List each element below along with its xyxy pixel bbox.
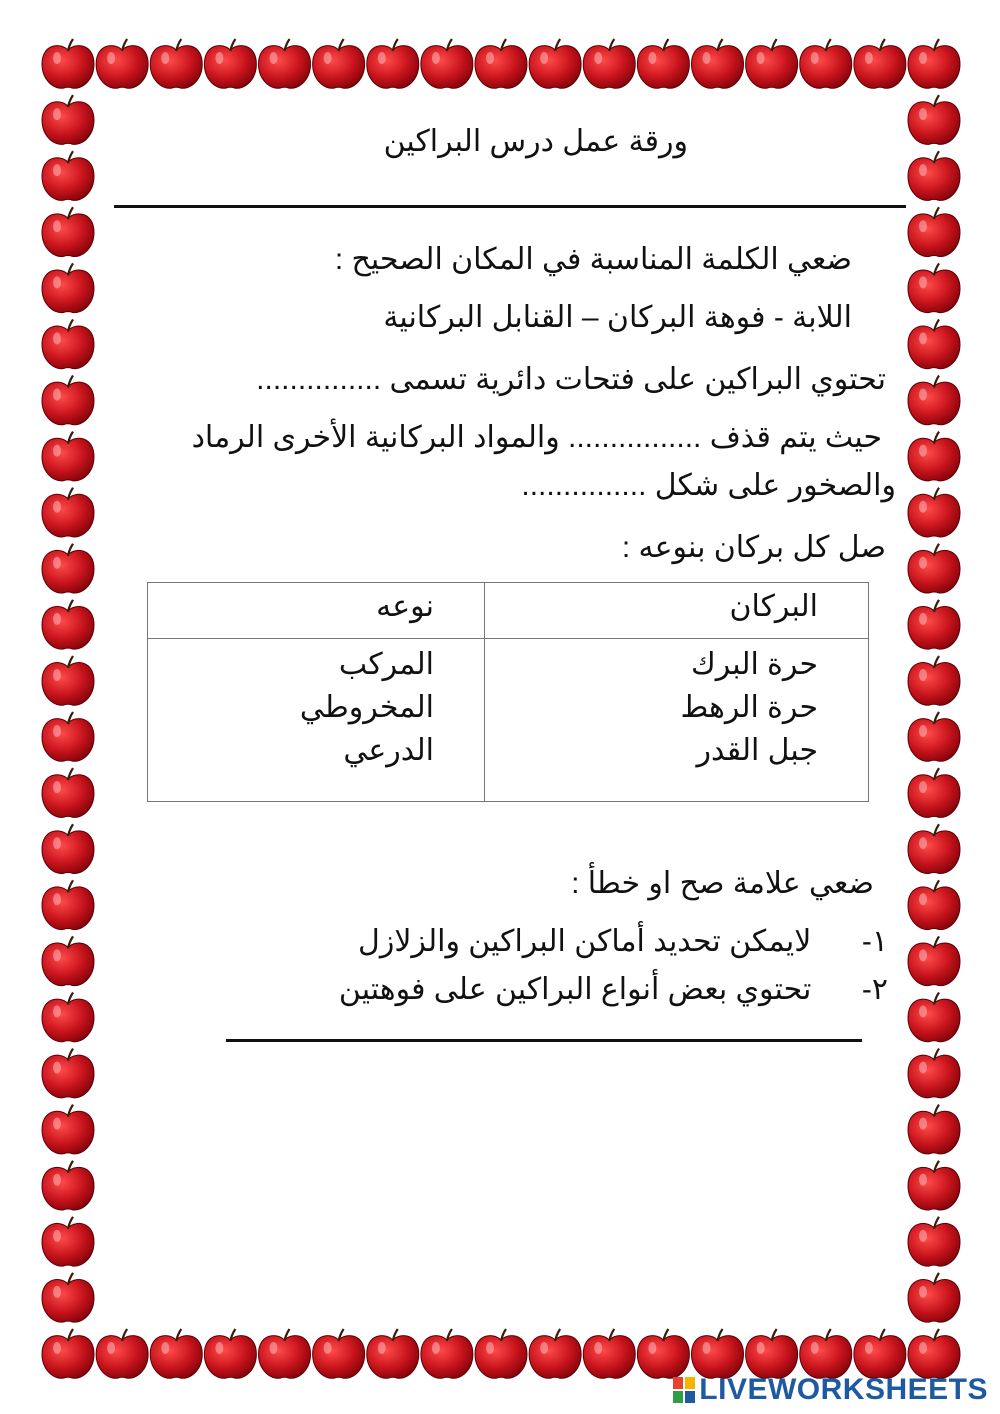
apple-icon [42, 1217, 94, 1266]
apple-icon [259, 1329, 311, 1378]
apple-icon [529, 1329, 581, 1378]
fill-blank-sentence-2-line-2: والصخور على شكل ............... [521, 469, 896, 502]
liveworksheets-brand[interactable] [673, 1372, 988, 1408]
apple-icon [908, 768, 960, 817]
apple-icon [908, 263, 960, 312]
apple-icon [529, 39, 581, 88]
apple-icon [908, 319, 960, 368]
apple-icon [908, 207, 960, 256]
fill-blank-sentence-2-line-1: حيث يتم قذف ................ والمواد البركانية الأخرى الرماد [191, 421, 882, 454]
apple-icon [854, 39, 906, 88]
apple-icon [908, 95, 960, 144]
true-false-instruction: ضعي علامة صح او خطأ : [571, 867, 874, 900]
apple-icon [746, 1329, 798, 1378]
item-number: ٢- [861, 973, 888, 1006]
apple-icon [42, 656, 94, 705]
apple-icon [475, 39, 527, 88]
apple-icon [908, 376, 960, 425]
apple-icon [908, 992, 960, 1041]
apple-icon [746, 39, 798, 88]
apple-icon [583, 1329, 635, 1378]
apple-icon [854, 1329, 906, 1378]
apple-icon [421, 1329, 473, 1378]
true-false-item[interactable] [358, 924, 888, 959]
apple-icon [204, 39, 256, 88]
fill-blank-instruction: ضعي الكلمة المناسبة في المكان الصحيح : [334, 243, 852, 276]
apple-icon [367, 1329, 419, 1378]
apple-icon [42, 600, 94, 649]
apple-icon [313, 39, 365, 88]
apple-icon [42, 992, 94, 1041]
apple-icon [908, 39, 960, 88]
apple-icon [367, 39, 419, 88]
type-list [300, 643, 434, 772]
apple-icon [800, 39, 852, 88]
apple-icon [42, 151, 94, 200]
apple-icon [42, 1161, 94, 1210]
apple-icon [692, 39, 744, 88]
true-false-item[interactable] [339, 972, 888, 1007]
apple-icon [908, 712, 960, 761]
apple-icon [96, 39, 148, 88]
apple-icon [42, 207, 94, 256]
apple-icon [908, 1329, 960, 1378]
apple-icon [908, 656, 960, 705]
table-column-divider [484, 583, 485, 801]
liveworksheets-logo-icon [673, 1377, 695, 1403]
apple-icon [96, 1329, 148, 1378]
apple-icon [42, 1105, 94, 1154]
apple-icon [908, 1049, 960, 1098]
apple-icon [150, 1329, 202, 1378]
item-text: لايمكن تحديد أماكن البراكين والزلازل [358, 925, 812, 958]
worksheet-title: ورقة عمل درس البراكين [383, 125, 688, 158]
apple-icon [42, 768, 94, 817]
volcano-list [681, 643, 818, 772]
apple-icon [313, 1329, 365, 1378]
apple-icon [475, 1329, 527, 1378]
apple-icon [42, 319, 94, 368]
word-bank: اللابة - فوهة البركان – القنابل البركانية [383, 301, 852, 334]
apple-icon [637, 39, 689, 88]
apple-icon [150, 39, 202, 88]
type-item[interactable]: الدرعي [343, 734, 434, 767]
header-type: نوعه [376, 590, 434, 623]
table-header-divider [148, 638, 868, 639]
matching-table [147, 582, 869, 802]
apple-icon [908, 432, 960, 481]
apple-icon [908, 1217, 960, 1266]
header-volcano: البركان [729, 590, 818, 623]
apple-icon [42, 936, 94, 985]
type-item[interactable]: المخروطي [299, 691, 434, 724]
apple-icon [204, 1329, 256, 1378]
apple-icon [583, 39, 635, 88]
apple-icon [42, 544, 94, 593]
apple-icon [42, 880, 94, 929]
apple-icon [42, 263, 94, 312]
matching-instruction: صل كل بركان بنوعه : [621, 531, 886, 564]
bottom-divider [226, 1039, 862, 1042]
apple-icon [908, 1161, 960, 1210]
apple-icon [908, 151, 960, 200]
volcano-item[interactable]: حرة البرك [691, 648, 818, 681]
apple-icon [421, 39, 473, 88]
apple-icon [800, 1329, 852, 1378]
type-item[interactable]: المركب [338, 648, 434, 681]
volcano-item[interactable]: جبل القدر [696, 734, 818, 767]
apple-icon [42, 376, 94, 425]
apple-icon [42, 95, 94, 144]
apple-icon [908, 488, 960, 537]
apple-icon [42, 39, 94, 88]
apple-icon [42, 488, 94, 537]
apple-icon [42, 1273, 94, 1322]
apple-icon [908, 1105, 960, 1154]
fill-blank-sentence-1: تحتوي البراكين على فتحات دائرية تسمى ............... [256, 363, 886, 396]
apple-icon [908, 880, 960, 929]
apple-icon [42, 1049, 94, 1098]
apple-icon [42, 1329, 94, 1378]
volcano-item[interactable]: حرة الرهط [680, 691, 818, 724]
apple-icon [908, 600, 960, 649]
apple-icon [637, 1329, 689, 1378]
apple-icon [908, 824, 960, 873]
item-number: ١- [861, 925, 888, 958]
apple-icon [692, 1329, 744, 1378]
item-text: تحتوي بعض أنواع البراكين على فوهتين [338, 973, 812, 1006]
apple-icon [42, 712, 94, 761]
brand-name: LIVEWORKSHEETS [699, 1373, 988, 1406]
apple-icon [908, 1273, 960, 1322]
apple-icon [42, 824, 94, 873]
apple-icon [259, 39, 311, 88]
apple-icon [908, 544, 960, 593]
apple-icon [908, 936, 960, 985]
apple-icon [42, 432, 94, 481]
title-divider [114, 205, 906, 208]
